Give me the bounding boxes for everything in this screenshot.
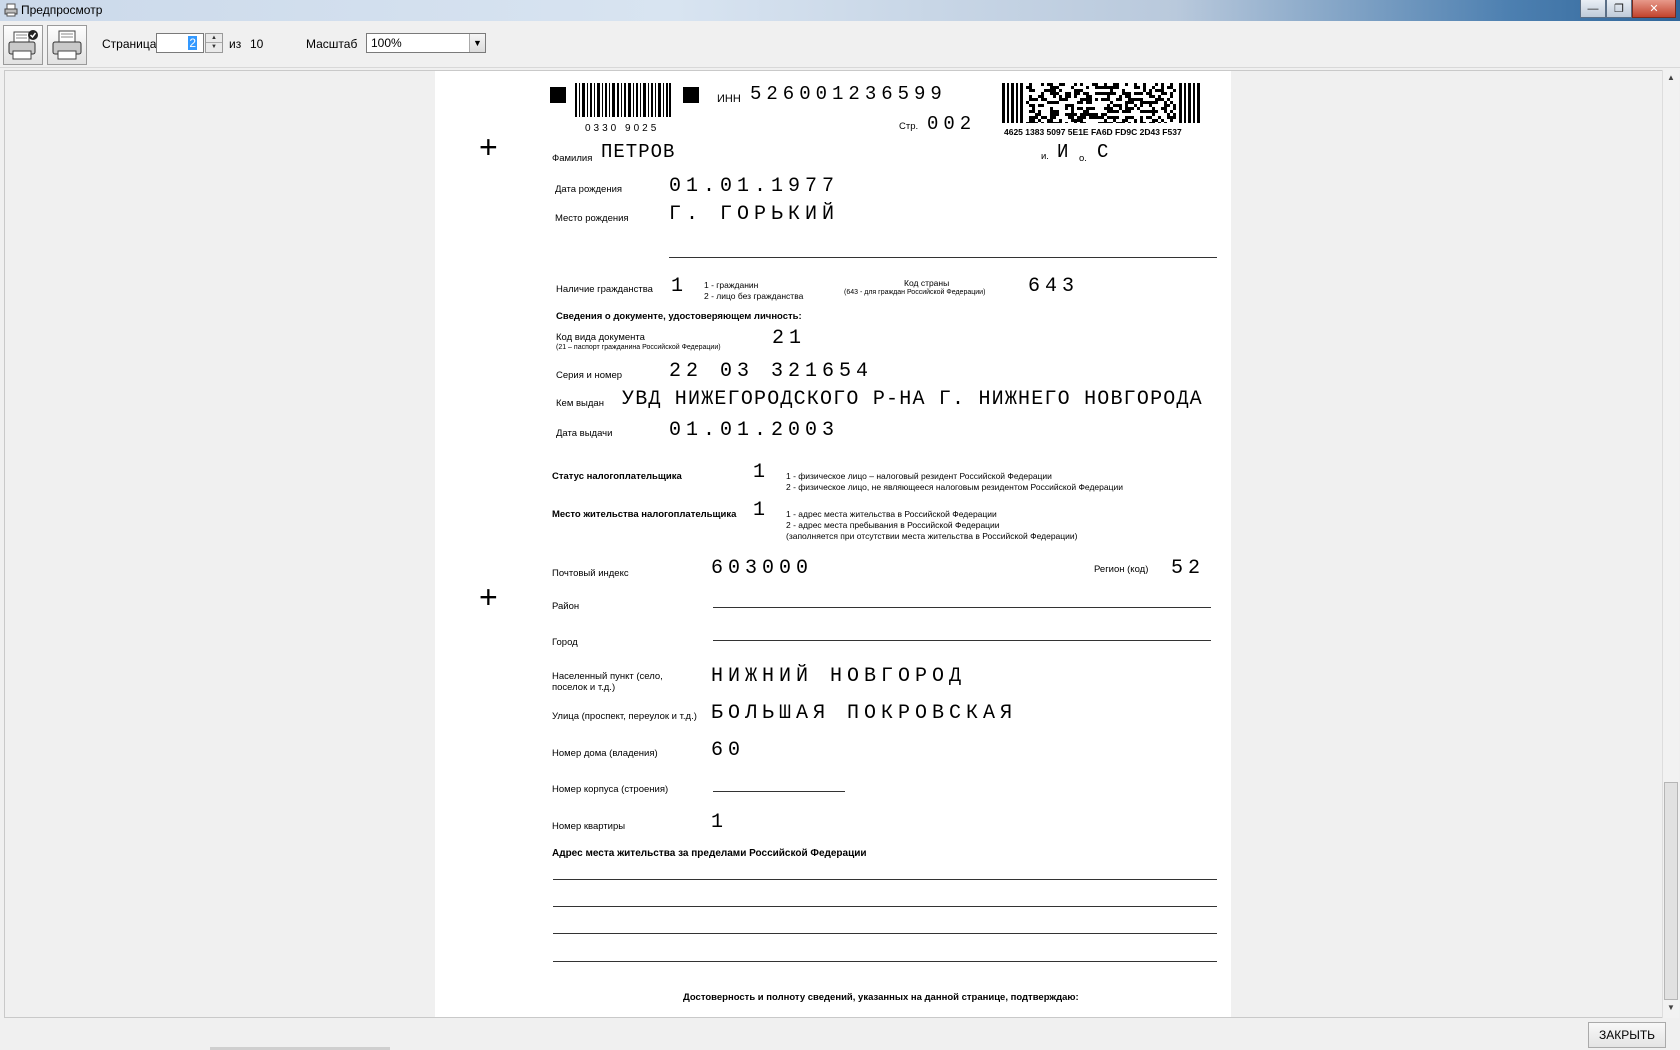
initial-i-value: И <box>1057 141 1069 163</box>
country-code-label: Код страны <box>904 278 950 288</box>
corner-marker <box>683 87 699 103</box>
inn-label: ИНН <box>717 93 741 105</box>
city-line <box>713 640 1211 641</box>
page-number-input[interactable] <box>156 33 204 53</box>
surname-value: ПЕТРОВ <box>601 141 676 163</box>
printer-settings-icon <box>6 28 40 62</box>
citizenship-value: 1 <box>671 275 689 298</box>
region-label: Регион (код) <box>1094 564 1149 575</box>
window-title: Предпросмотр <box>21 3 103 17</box>
zoom-select[interactable] <box>366 33 486 53</box>
citizenship-label: Наличие гражданства <box>556 284 653 295</box>
building-line <box>713 791 845 792</box>
residence-label: Место жительства налогоплательщика <box>552 509 737 520</box>
doc-type-label: Код вида документа <box>556 332 645 343</box>
initial-o-value: С <box>1097 141 1109 163</box>
inn-value: 526001236599 <box>750 83 947 105</box>
title-bar <box>0 0 1680 21</box>
apartment-label: Номер квартиры <box>552 821 626 832</box>
postcode-value: 603000 <box>711 557 814 580</box>
confirm-text: Достоверность и полноту сведений, указанных на данной странице, подтверждаю: <box>683 992 1079 1003</box>
corner-marker <box>550 87 566 103</box>
window-controls <box>1580 0 1676 18</box>
birth-place-value: Г. ГОРЬКИЙ <box>669 203 840 226</box>
printer-app-icon <box>4 3 18 17</box>
birth-place-line <box>669 257 1217 258</box>
vertical-scrollbar[interactable] <box>1662 70 1679 1018</box>
house-label: Номер дома (владения) <box>552 748 658 759</box>
page-number-value: 2 <box>189 36 196 50</box>
preview-area <box>4 70 1664 1018</box>
initial-o-label: о. <box>1079 153 1087 164</box>
doc-type-note: (21 – паспорт гражданина Российской Федерации) <box>556 344 721 351</box>
country-code-value: 643 <box>1028 275 1080 298</box>
birth-date-value: 01.01.1977 <box>669 175 840 198</box>
settlement-label-2: поселок и т.д.) <box>552 682 616 693</box>
spin-down-icon[interactable]: ▼ <box>211 44 217 50</box>
district-line <box>713 607 1211 608</box>
maximize-button[interactable]: ❐ <box>1606 0 1632 18</box>
scroll-thumb[interactable] <box>1664 782 1678 1000</box>
house-value: 60 <box>711 739 746 762</box>
postcode-label: Почтовый индекс <box>552 568 629 579</box>
registration-cross: + <box>479 129 498 165</box>
scroll-down-icon[interactable]: ▼ <box>1667 1003 1675 1012</box>
series-label: Серия и номер <box>556 370 623 381</box>
foreign-address-line-3 <box>553 933 1217 934</box>
issue-date-label: Дата выдачи <box>556 428 613 439</box>
bottom-bar <box>0 1018 1680 1050</box>
birth-place-label: Место рождения <box>555 213 629 224</box>
country-code-note: (643 - для граждан Российской Федерации) <box>844 289 986 296</box>
spin-up-icon[interactable]: ▲ <box>206 34 222 43</box>
barcode <box>575 83 671 117</box>
doc-type-value: 21 <box>772 327 807 350</box>
building-label: Номер корпуса (строения) <box>552 784 669 795</box>
minimize-button[interactable]: — <box>1580 0 1606 18</box>
close-window-button[interactable]: ✕ <box>1632 0 1676 18</box>
toolbar <box>0 21 1680 68</box>
issued-by-value: УВД НИЖЕГОРОДСКОГО Р-НА Г. НИЖНЕГО НОВГОРОДА <box>622 388 1203 411</box>
document-page <box>435 71 1231 1018</box>
street-label: Улица (проспект, переулок и т.д.) <box>552 711 697 722</box>
taxpayer-status-note-1: 1 - физическое лицо – налоговый резидент Российской Федерации <box>786 471 1052 481</box>
taxpayer-status-value: 1 <box>753 461 771 484</box>
city-label: Город <box>552 637 578 648</box>
qr-code-text: 4625 1383 5097 5E1E FA6D FD9C 2D43 F537 <box>1004 127 1182 137</box>
initial-i-label: и. <box>1041 151 1049 162</box>
taxpayer-status-label: Статус налогоплательщика <box>552 471 682 482</box>
page-label: Страница <box>102 37 157 51</box>
settlement-label-1: Населенный пункт (село, <box>552 671 663 682</box>
zoom-label: Масштаб <box>306 37 358 51</box>
issued-by-label: Кем выдан <box>556 398 604 409</box>
citizenship-note-1: 1 - гражданин <box>704 280 759 290</box>
page-spinner[interactable] <box>205 33 223 53</box>
settlement-value: НИЖНИЙ НОВГОРОД <box>711 665 967 688</box>
zoom-value: 100% <box>371 36 402 50</box>
citizenship-note-2: 2 - лицо без гражданства <box>704 291 804 301</box>
apartment-value: 1 <box>711 811 729 834</box>
street-value: БОЛЬШАЯ ПОКРОВСКАЯ <box>711 702 1018 725</box>
page-total: 10 <box>250 37 264 51</box>
registration-cross: + <box>479 579 498 615</box>
residence-value: 1 <box>753 499 771 522</box>
foreign-address-line-1 <box>553 879 1217 880</box>
qr-code <box>1002 83 1200 123</box>
issue-date-value: 01.01.2003 <box>669 419 840 442</box>
chevron-down-icon[interactable]: ▼ <box>469 34 485 52</box>
of-label: из <box>229 37 242 51</box>
foreign-address-line-2 <box>553 906 1217 907</box>
series-value: 22 03 321654 <box>669 360 874 383</box>
foreign-address-line-4 <box>553 961 1217 962</box>
print-button[interactable] <box>47 25 87 65</box>
page-num-value: 002 <box>927 113 977 135</box>
doc-section-title: Сведения о документе, удостоверяющем личность: <box>556 311 802 322</box>
taxpayer-status-note-2: 2 - физическое лицо, не являющееся налоговым резидентом Российской Федерации <box>786 482 1123 492</box>
surname-label: Фамилия <box>552 153 593 164</box>
print-setup-button[interactable] <box>3 25 43 65</box>
residence-note-3: (заполняется при отсутствии места жительства в Российской Федерации) <box>786 531 1078 541</box>
region-value: 52 <box>1171 557 1206 580</box>
close-button[interactable]: ЗАКРЫТЬ <box>1588 1022 1666 1048</box>
foreign-address-title: Адрес места жительства за пределами Российской Федерации <box>552 848 867 859</box>
page-num-label: Стр. <box>899 121 919 132</box>
birth-date-label: Дата рождения <box>555 184 623 195</box>
residence-note-1: 1 - адрес места жительства в Российской Федерации <box>786 509 997 519</box>
barcode-digits: 0330 9025 <box>585 123 660 134</box>
printer-icon <box>50 28 84 62</box>
district-label: Район <box>552 601 580 612</box>
scroll-up-icon[interactable]: ▲ <box>1667 73 1675 82</box>
residence-note-2: 2 - адрес места пребывания в Российской Федерации <box>786 520 1000 530</box>
